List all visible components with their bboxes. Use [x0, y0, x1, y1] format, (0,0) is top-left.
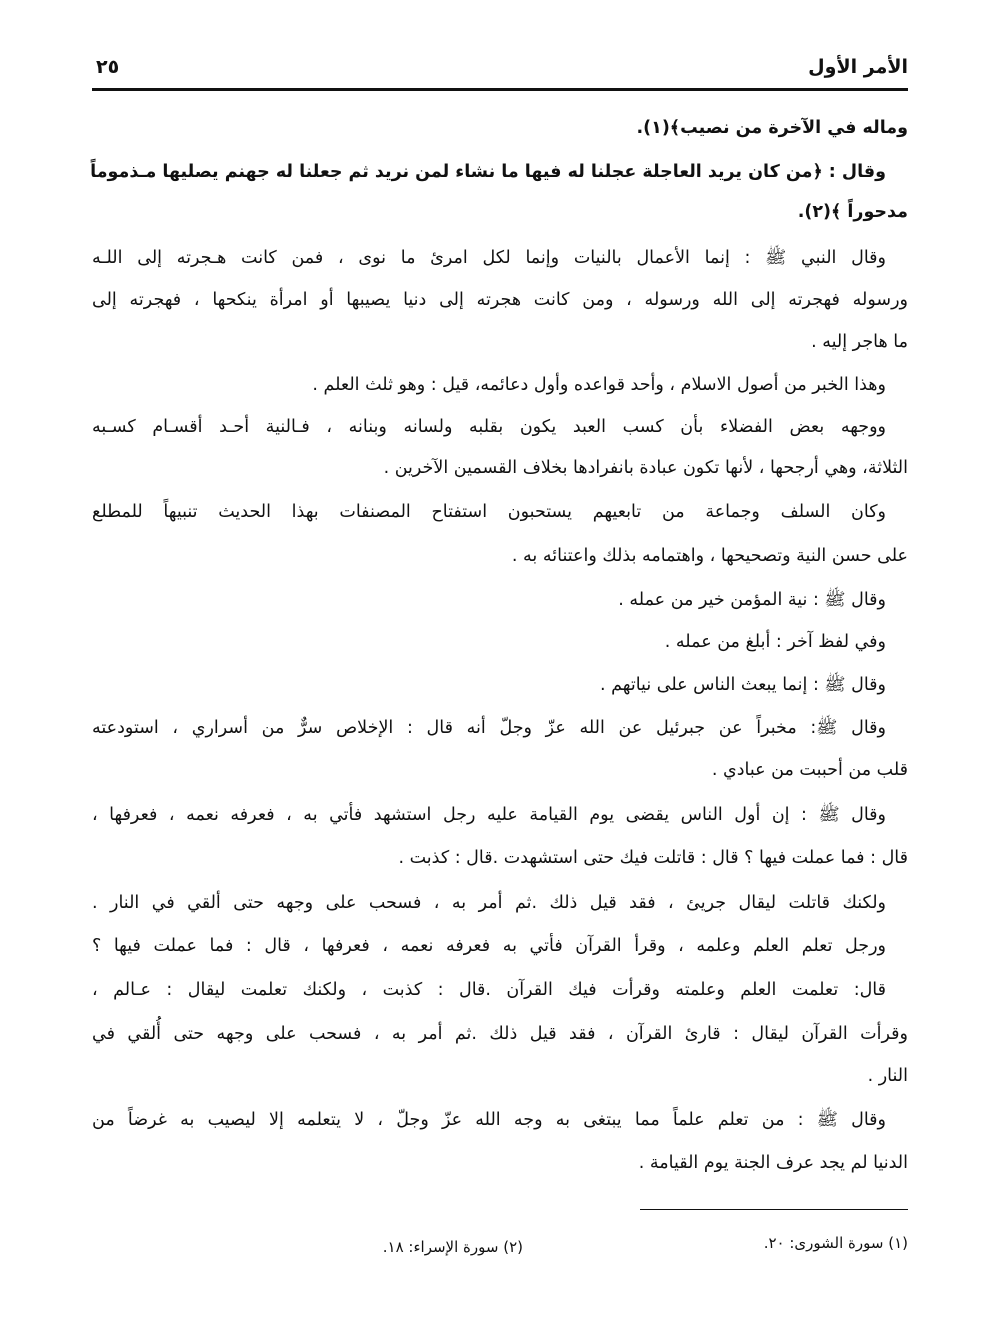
text-line: الدنيا لم يجد عرف الجنة يوم القيامة . [638, 1153, 908, 1173]
text-line: وهذا الخبر من أصول الاسلام ، وأحد قواعده وأول دعائمه، قيل : وهو ثلث العلم . [312, 375, 886, 395]
text-line: وقال ﷺ: مخبراً عن جبرئيل عن الله عزّ وجلّ أنه قال : الإخلاص سرٌّ من أسراري ، استودعته [92, 718, 886, 738]
text-line: وقال ﷺ : إن أول الناس يقضى يوم القيامة عليه رجل استشهد فأتي به ، فعرفه نعمه ، فعرفها ، [92, 805, 886, 825]
text-line: ووجهه بعض الفضلاء بأن كسب العبد يكون بقلبه ولسانه وبنانه ، فـالنية أحـد أقسـام كسـبه [92, 417, 886, 437]
text-line: وقرأت القرآن ليقال : قارئ القرآن ، فقد قيل ذلك .ثم أمر به ، فسحب على وجهه حتى أُلقي في [92, 1024, 908, 1044]
text-line: ما هاجر إليه . [811, 332, 908, 352]
text-line: وفي لفظ آخر : أبلغ من عمله . [664, 632, 886, 652]
text-line: ولكنك قاتلت ليقال جريئ ، فقد قيل ذلك .ثم أمر به ، فسحب على وجهه حتى ألقي في النار . [92, 893, 886, 913]
text-line: قلب من أحببت من عبادي . [711, 760, 908, 780]
footnote-rule [640, 1209, 908, 1210]
header-rule [92, 88, 908, 91]
running-title: الأمر الأول [808, 56, 908, 78]
text-line: وماله في الآخرة من نصيب﴾(١). [636, 118, 908, 138]
text-line: وقال ﷺ : من تعلم علماً مما يبتغى به وجه الله عزّ وجلّ ، لا يتعلمه إلا ليصيب به غرضاً من [92, 1110, 886, 1130]
text-line: وقال النبي ﷺ : إنما الأعمال بالنيات وإنما لكل امرئ ما نوى ، فمن كانت هـجرته إلى اللـه [92, 248, 886, 268]
text-line: قال : فما عملت فيها ؟ قال : قاتلت فيك حتى استشهدت .قال : كذبت . [398, 848, 908, 868]
text-line: الثلاثة، وهي أرجحها ، لأنها تكون عبادة بانفرادها بخلاف القسمين الآخرين . [383, 458, 908, 478]
text-line: وكان السلف وجماعة من تابعيهم يستحبون استفتاح المصنفات بهذا الحديث تنبيهاً للمطلع [92, 502, 886, 522]
text-line: مدحوراً ﴾(٢). [797, 202, 908, 222]
page-number: ٢٥ [96, 56, 120, 78]
text-line: وقال ﷺ : إنما يبعث الناس على نياتهم . [600, 675, 886, 695]
footnote-2: (٢) سورة الإسراء: ١٨. [382, 1238, 523, 1256]
text-line: وقال : ﴿من كان يريد العاجلة عجلنا له فيها ما نشاء لمن نريد ثم جعلنا له جهنم يصليها مـذموماً [90, 162, 886, 182]
text-line: النار . [867, 1066, 908, 1086]
text-line: وقال ﷺ : نية المؤمن خير من عمله . [618, 590, 886, 610]
footnote-1: (١) سورة الشورى: ٢٠. [763, 1234, 908, 1252]
text-line: ورجل تعلم العلم وعلمه ، وقرأ القرآن فأتي به فعرفه نعمه ، فعرفها ، قال : فما عملت فيها ؟ [92, 936, 886, 956]
text-line: على حسن النية وتصحيحها ، واهتمامه بذلك واعتنائه به . [511, 546, 908, 566]
text-line: ورسوله فهجرته إلى الله ورسوله ، ومن كانت هجرته إلى دنيا يصيبها أو امرأة ينكحها ، فهجرته إلى [92, 290, 908, 310]
text-line: قال: تعلمت العلم وعلمته وقرأت فيك القرآن .قال : كذبت ، ولكنك تعلمت ليقال : عـالم ، [92, 980, 886, 1000]
